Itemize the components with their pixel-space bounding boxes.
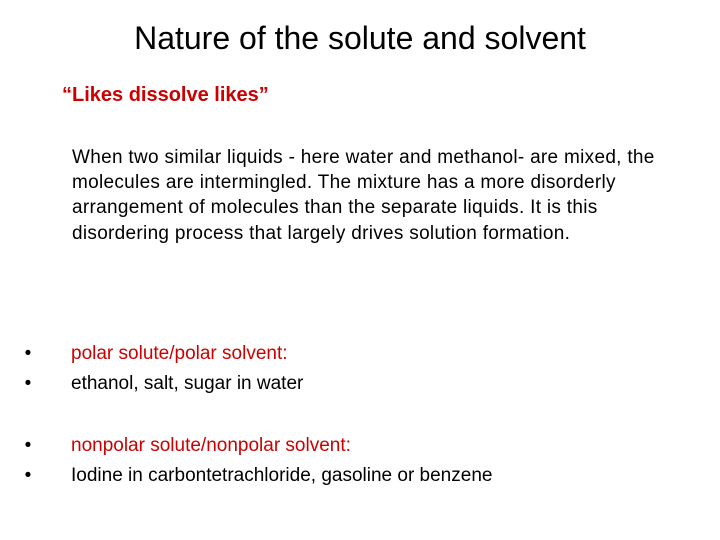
bullet-icon: • xyxy=(24,435,32,456)
bullet-item xyxy=(18,339,303,369)
explanation-paragraph: When two similar liquids - here water and methanol- are mixed, the molecules are intermingled. The mixture has a more disorderly arrangement of molecules than the separate liquids. It is this disordering process that largely drives solution formation. xyxy=(72,147,655,244)
bullet-item xyxy=(18,431,492,461)
polar-example: ethanol, salt, sugar in water xyxy=(71,373,304,394)
bullet-icon: • xyxy=(24,465,32,486)
nonpolar-example: Iodine in carbontetrachloride, gasoline or benzene xyxy=(71,465,493,486)
slide-subtitle: “Likes dissolve likes” xyxy=(62,84,269,106)
slide-title: Nature of the solute and solvent xyxy=(134,20,586,56)
nonpolar-heading: nonpolar solute/nonpolar solvent: xyxy=(71,435,351,456)
bullet-icon: • xyxy=(24,343,32,364)
nonpolar-bullet-list xyxy=(18,431,492,491)
bullet-icon: • xyxy=(24,373,32,394)
polar-heading: polar solute/polar solvent: xyxy=(71,343,288,364)
bullet-item xyxy=(18,461,492,491)
bullet-item xyxy=(18,369,303,399)
polar-bullet-list xyxy=(18,339,303,399)
